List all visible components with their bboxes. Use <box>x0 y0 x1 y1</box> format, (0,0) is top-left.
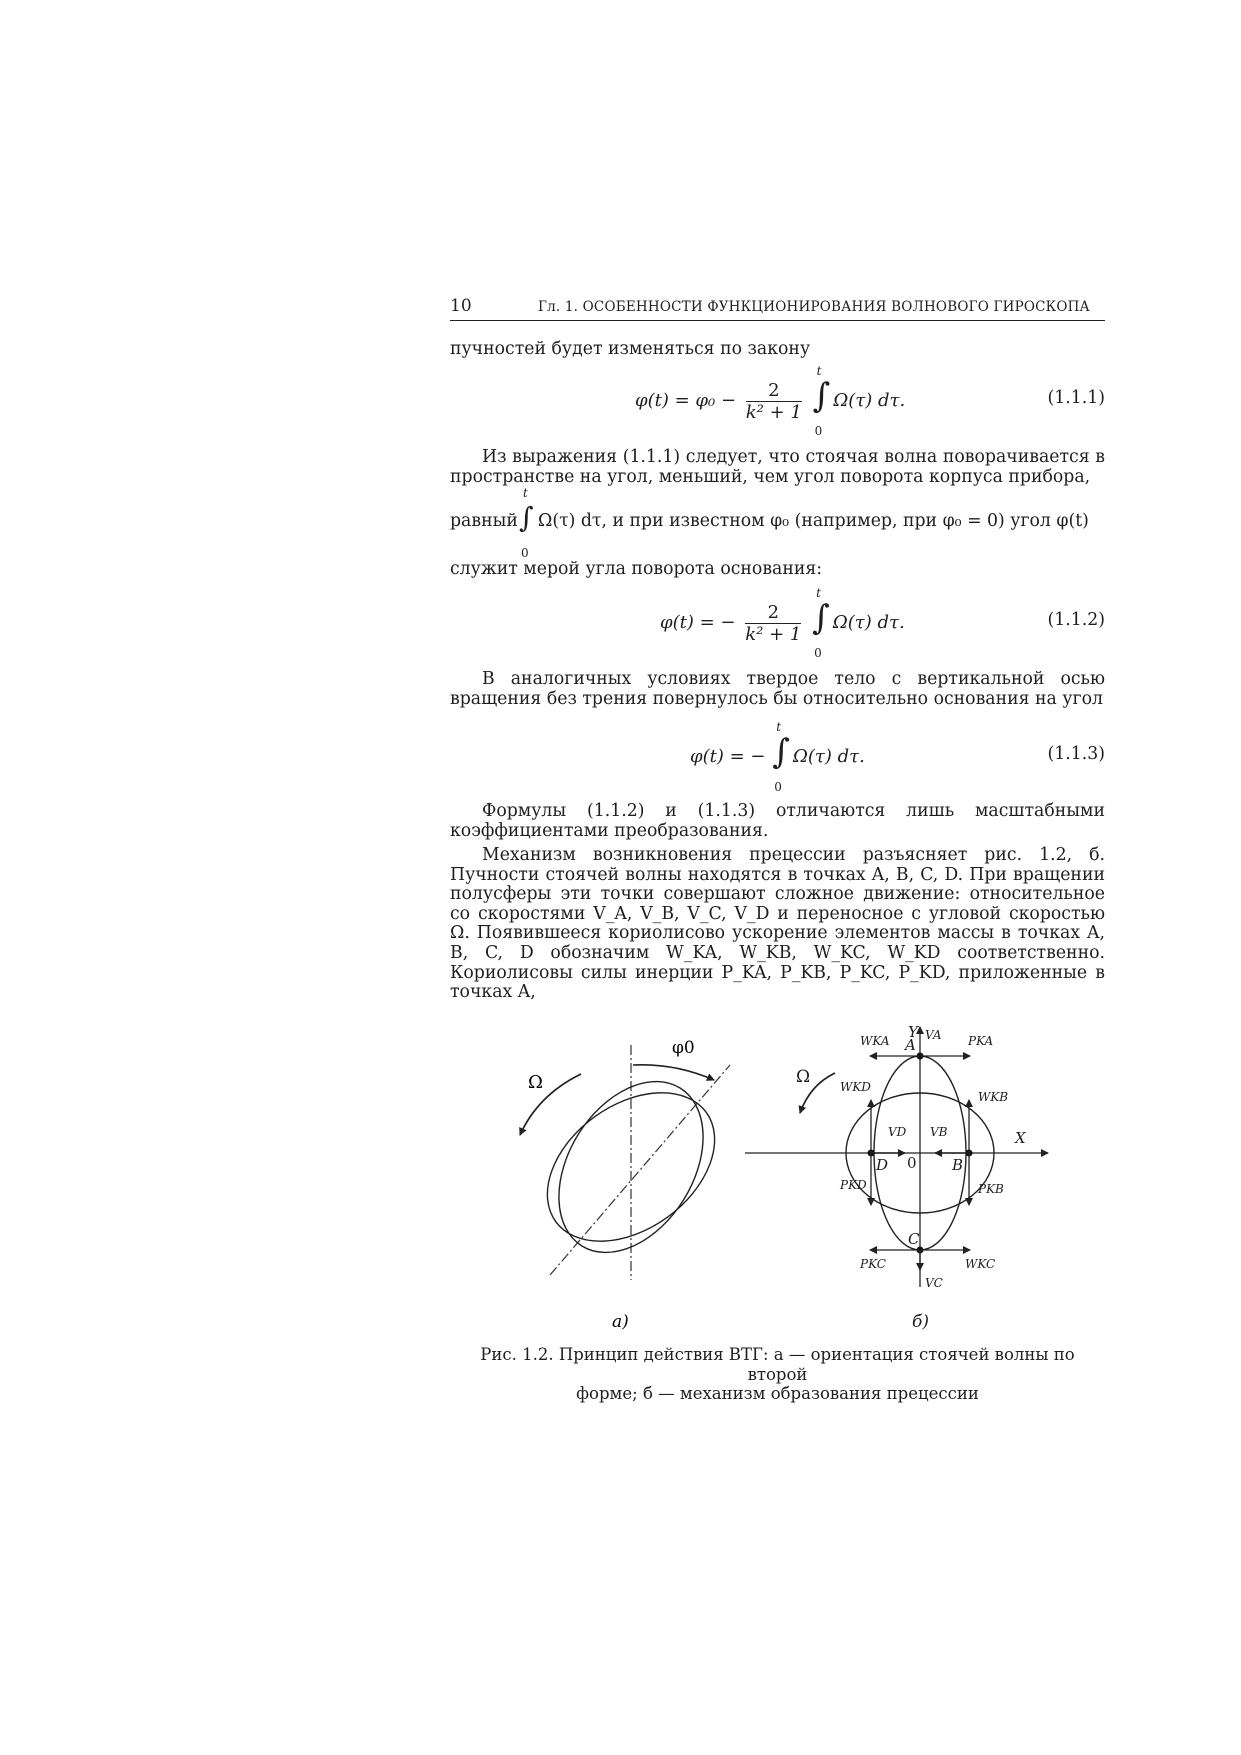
point-c-label: C <box>908 1230 920 1248</box>
paragraph-2a: Из выражения (1.1.1) следует, что стоячая волна поворачивается в пространстве на угол, меньший, чем угол поворота корпуса прибора, <box>450 447 1105 487</box>
figure-1-2 <box>500 1025 1060 1340</box>
eq3-label: (1.1.3) <box>1047 744 1105 764</box>
eq3-lhs: φ(t) = − <box>690 746 766 767</box>
equation-1-1-3 <box>450 722 1105 792</box>
label-pkb: PKB <box>978 1182 1004 1196</box>
figure-caption <box>450 1345 1105 1404</box>
label-vb: VB <box>930 1125 948 1139</box>
label-wkb: WKB <box>978 1090 1009 1104</box>
page-header <box>450 296 1105 321</box>
equation-1-1-2 <box>450 588 1105 658</box>
eq2-label: (1.1.2) <box>1047 610 1105 630</box>
eq2-integral-sign: ∫ t 0 <box>812 586 830 660</box>
eq2-upper-limit: t <box>816 586 821 600</box>
label-pka: PKA <box>968 1034 994 1048</box>
paragraph-2c: служит мерой угла поворота основания: <box>450 559 823 579</box>
phi0-arrow <box>633 1065 714 1080</box>
sublabel-a: а) <box>612 1312 629 1332</box>
page-number: 10 <box>450 296 472 316</box>
axis-y-label: Y <box>908 1025 918 1041</box>
eq2-lower-limit: 0 <box>814 646 822 660</box>
paragraph-4: Формулы (1.1.2) и (1.1.3) отличаются лишь масштабными коэффициентами преобразования. <box>450 801 1105 841</box>
omega-label-a: Ω <box>528 1072 543 1093</box>
label-pkc: PKC <box>860 1257 886 1271</box>
p2b-upper-limit: t <box>523 486 528 500</box>
equation-1-1-1 <box>450 366 1105 436</box>
label-wkc: WKC <box>965 1257 996 1271</box>
eq2-numerator: 2 <box>745 602 801 624</box>
eq3-lower-limit: 0 <box>774 780 782 794</box>
paragraph-5: Механизм возникновения прецессии разъясняет рис. 1.2, б. Пучности стоячей волны находятся в точках A, B, C, D. При вращении полусферы эти точки совершают сложное движение: относительное со скоростями V_A, V_B, V_C, V_D и переносное с угловой скоростью Ω. Появившееся кориолисово ускорение элементов массы в точках A, B, C, D обозначим W_KA, W_KB, W_KC, W_KD соответственно. Кориолисовы силы инерции P_KA, P_KB, P_KC, P_KD, приложенные в точках A, <box>450 845 1105 1003</box>
caption-line-2: форме; б — механизм образования прецессии <box>576 1384 979 1403</box>
label-wkd: WKD <box>840 1080 871 1094</box>
eq1-integral-sign: ∫ t 0 <box>812 364 831 438</box>
eq1-integrand: Ω(τ) dτ. <box>833 390 906 411</box>
eq1-label: (1.1.1) <box>1047 388 1105 408</box>
eq2-denominator: k² + 1 <box>745 623 802 645</box>
eq3-integral-sign: ∫ t 0 <box>772 720 790 794</box>
point-d-label: D <box>876 1156 889 1174</box>
rotated-axis-line <box>550 1065 730 1275</box>
eq3-integrand: Ω(τ) dτ. <box>792 746 865 767</box>
eq2-fraction <box>745 602 801 645</box>
eq2-integrand: Ω(τ) dτ. <box>832 612 905 633</box>
label-wka: WKA <box>860 1034 890 1048</box>
label-vc: VC <box>925 1276 943 1290</box>
figure-a <box>519 1038 742 1332</box>
eq1-upper-limit: t <box>816 364 822 378</box>
phi0-label: φ0 <box>672 1038 695 1058</box>
eq1-numerator: 2 <box>746 380 802 402</box>
origin-label: 0 <box>907 1154 917 1172</box>
omega-label-b: Ω <box>796 1067 811 1087</box>
eq1-lhs: φ(t) = φ₀ − <box>635 390 737 411</box>
paragraph-2b <box>450 486 1105 560</box>
label-pkd: PKD <box>840 1178 867 1192</box>
label-va: VA <box>925 1028 942 1042</box>
eq3-upper-limit: t <box>776 720 782 734</box>
p2b-integral-sign: ∫ t 0 <box>518 486 534 556</box>
point-a-label: A <box>905 1036 916 1054</box>
p2b-end: Ω(τ) dτ, и при известном φ₀ (например, при φ₀ = 0) угол φ(t) <box>538 511 1089 531</box>
eq2-lhs: φ(t) = − <box>660 612 736 633</box>
figure-b <box>745 1025 1048 1332</box>
eq1-lower-limit: 0 <box>814 424 823 438</box>
p2b-lower-limit: 0 <box>521 546 529 560</box>
paragraph-3: В аналогичных условиях твердое тело с вертикальной осью вращения без трения повернулось бы относительно основания на угол <box>450 669 1105 709</box>
axis-x-label: X <box>1015 1129 1026 1147</box>
label-vd: VD <box>888 1125 907 1139</box>
running-title: Гл. 1. ОСОБЕННОСТИ ФУНКЦИОНИРОВАНИЯ ВОЛНОВОГО ГИРОСКОПА <box>538 299 1090 315</box>
caption-line-1: Рис. 1.2. Принцип действия ВТГ: а — ориентация стоячей волны по второй <box>480 1345 1075 1384</box>
sublabel-b: б) <box>912 1312 930 1332</box>
eq1-fraction <box>746 380 802 423</box>
p2b-start: равный <box>450 511 518 531</box>
paragraph-1: пучностей будет изменяться по закону <box>450 339 811 359</box>
point-b-label: B <box>952 1156 964 1174</box>
eq1-denominator: k² + 1 <box>745 401 802 423</box>
